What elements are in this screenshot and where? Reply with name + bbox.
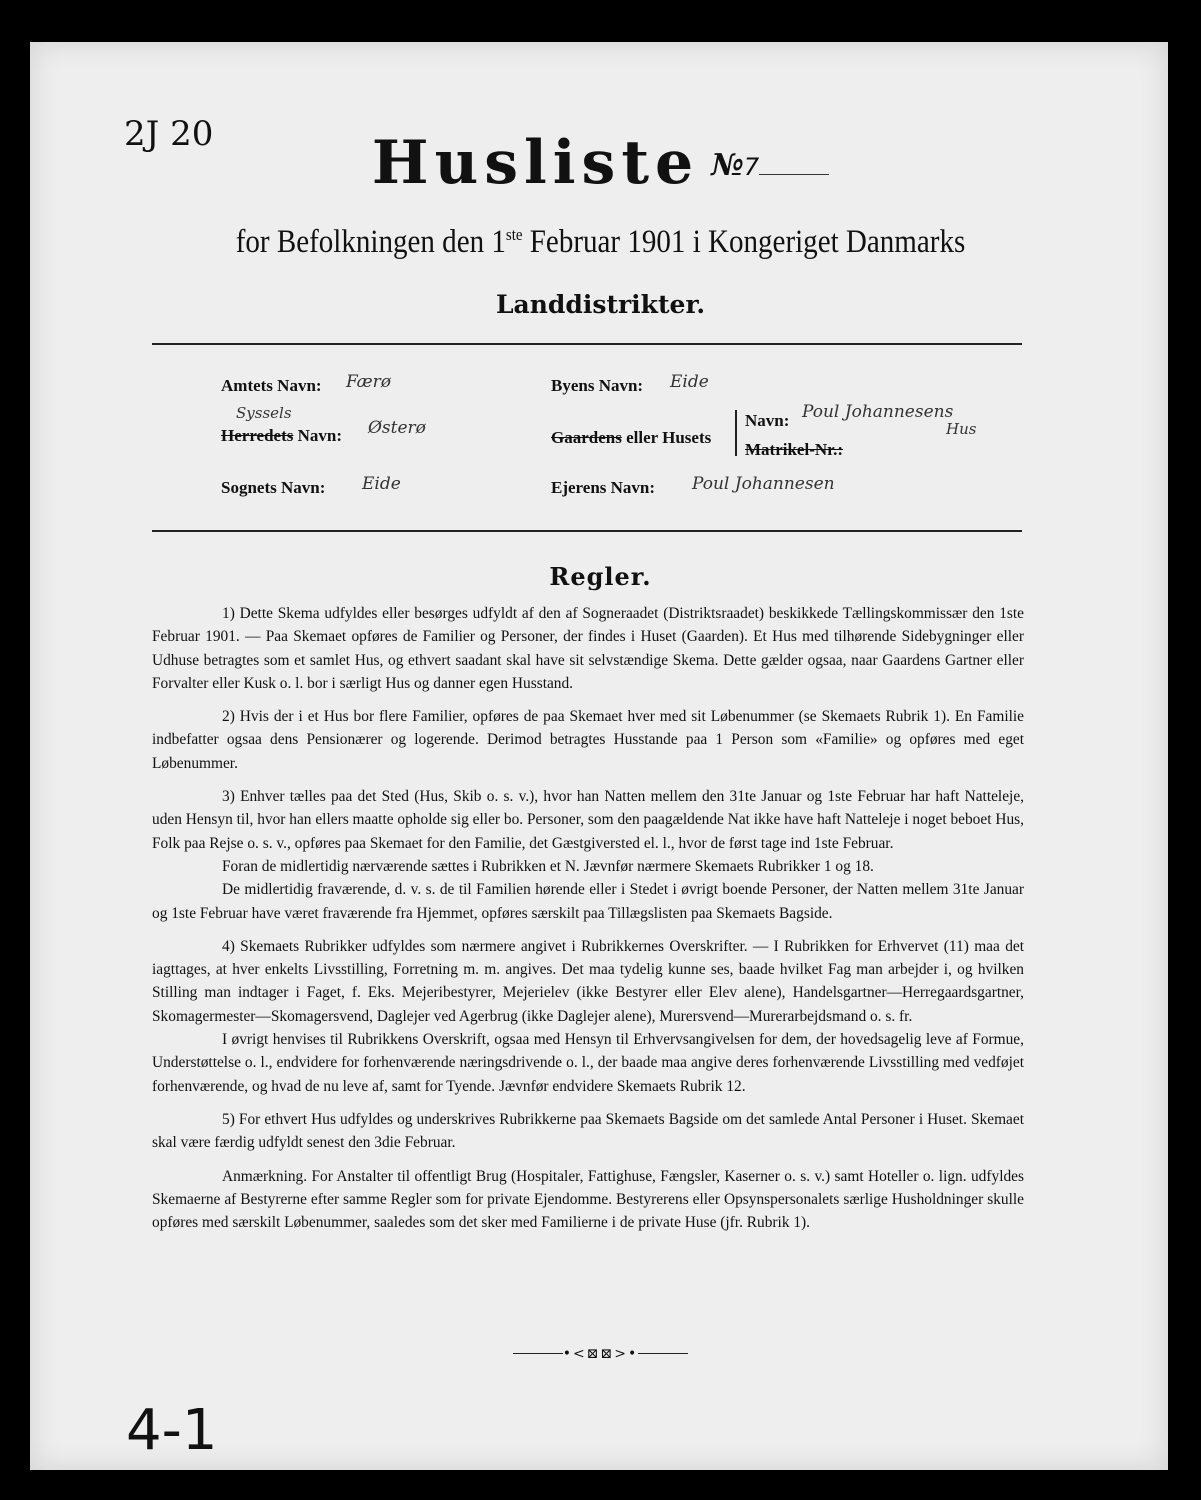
- matrikel-label: [745, 440, 843, 460]
- subtitle-sup: ste: [505, 225, 523, 244]
- herred-label-rest: Navn:: [293, 426, 343, 445]
- field-bracket: [735, 410, 737, 456]
- sogn-label: Sognets Navn:: [221, 478, 326, 497]
- herred-correction: Syssels: [236, 404, 292, 422]
- rule-3: 3) Enhver tælles paa det Sted (Hus, Skib o. s. v.), hvor han Natten mellem den 31te Januar og 1ste Februar har haft Natteleje, uden Hensyn til, hvor han ellers maatte opholde sig eller bo. Personer, som den paagældende Nat ikke have haft Natteleje i noget beboet Hus, Folk paa Rejse o. s. v., opføres paa Skemaet for den Familie, det Gæstgiversted el. l., hvor de først tage ind 1ste Februar.: [152, 788, 1024, 852]
- rule-4-note: I øvrigt henvises til Rubrikkens Overskrift, ogsaa med Hensyn til Erhvervsangivelsen for dem, der hovedsagelig leve af Formue, Understøttelse o. l., endvidere for forhenværende næringsdrivende o. l., der baade maa angive deres forhenværende Livsstilling med vedføjet forhenværende, og hvad de nu leve af, samt for Tyende. Jævnfør endvidere Skemaets Rubrik 12.: [152, 1031, 1024, 1095]
- ornament-glyph: •<⊠⊠>•: [562, 1346, 639, 1362]
- pencil-note: 4-1: [126, 1398, 218, 1463]
- gaard-label-struck: Gaardens: [551, 428, 622, 447]
- navn-value-2: Hus: [946, 420, 977, 438]
- title-text: Husliste: [371, 128, 700, 198]
- by-value[interactable]: Eide: [670, 372, 709, 392]
- by-label: Byens Navn:: [551, 376, 644, 395]
- rule-2: 2) Hvis der i et Hus bor flere Familier, opføres de paa Skemaet hver med sit Løbenummer (se Skemaets Rubrik 1). En Familie indbefatter ogsaa dens Pensionærer og logerende. Derimod betragtes Husstande paa 1 Person som «Familie» og opføres med eget Løbenummer.: [152, 708, 1024, 772]
- form-number: [711, 148, 829, 183]
- remark: Anmærkning. For Anstalter til offentligt Brug (Hospitaler, Fattighuse, Fængsler, Kaserner o. s. v.) samt Hoteller o. lign. udfyldes Skemaerne af Bestyrerne efter samme Regler som for private Ejendomme. Bestyrerens eller Opsynspersonalets særlige Husholdninger skulle opføres med særskilt Løbenummer, saaledes som det sker med Familierne i de private Huse (jfr. Rubrik 1).: [152, 1167, 1024, 1232]
- middle-divider: [152, 530, 1022, 532]
- ornament-divider: [0, 1346, 1201, 1362]
- number-line: [759, 174, 829, 175]
- number-label: №: [711, 148, 744, 183]
- ejer-value[interactable]: Poul Johannesen: [692, 474, 835, 494]
- herred-label-struck: Herredets: [221, 426, 294, 445]
- amt-value[interactable]: Færø: [346, 372, 391, 392]
- archive-stamp: 2J 20: [124, 114, 214, 154]
- ornament-line-right: [638, 1353, 688, 1354]
- subtitle-pre: for Befolkningen den 1: [235, 224, 506, 260]
- ornament-line-left: [513, 1353, 563, 1354]
- subtitle-post: Februar 1901 i Kongeriget Danmarks: [522, 224, 966, 260]
- district-heading: Landdistrikter.: [495, 290, 706, 319]
- form-title: [0, 128, 1201, 198]
- rules-heading: Regler.: [549, 562, 652, 591]
- gaard-label-rest: eller Husets: [621, 428, 712, 447]
- rule-1: 1) Dette Skema udfyldes eller besørges udfyldt af den af Sogneraadet (Distriktsraadet) beskikkede Tællingskommissær den 1ste Februar 1901. — Paa Skemaet opføres de Familier og Personer, der findes i Huset (Gaarden). Et Hus med tilhørende Sidebygninger eller Udhuse betragtes som et samlet Hus, og ethvert saadant skal have sit selvstændige Skema. Dette gælder ogsaa, naar Gaardens Gartner eller Forvalter eller Kusk o. l. bor i særligt Hus og danner egen Husstand.: [152, 605, 1024, 692]
- matrikel-label-text: Matrikel-Nr.:: [745, 440, 844, 459]
- amt-label: Amtets Navn:: [221, 376, 322, 395]
- form-subtitle: [72, 224, 1129, 261]
- sogn-value[interactable]: Eide: [362, 474, 401, 494]
- rule-3-note-1: Foran de midlertidig nærværende sættes i Rubrikken et N. Jævnfør nærmere Skemaets Rubrikker 1 og 18.: [222, 857, 874, 875]
- navn-value[interactable]: Poul Johannesens: [802, 402, 954, 422]
- ejer-label: Ejerens Navn:: [551, 478, 656, 497]
- rules-text: [152, 602, 1024, 1244]
- herred-label: [221, 426, 342, 446]
- rule-4: 4) Skemaets Rubrikker udfyldes som nærmere angivet i Rubrikkernes Overskrifter. — I Rubrikken for Erhvervet (11) maa det iagttages, at hver enkelts Livsstilling, Forretning m. m. angives. Det maa tydelig kunne ses, baade hvilket Fag man arbejder i, og hvilken Stilling man indtager i Faget, f. Eks. Mejeribestyrer, Mejerielev (ikke Bestyrer eller Elev alene), Handelsgartner—Herregaardsgartner, Skomagermester—Skomagersvend, Daglejer ved Agerbrug (ikke Daglejer alene), Murersvend—Murerarbejdsmand o. s. fr.: [152, 937, 1024, 1025]
- number-value: 7: [743, 153, 760, 181]
- rule-3-note-2: De midlertidig fraværende, d. v. s. de til Familien hørende eller i Stedet i øvrigt boende Personer, der Natten mellem 31te Januar og 1ste Februar have været fraværende fra Hjemmet, opføres særskilt paa Tillægslisten paa Skemaets Bagside.: [152, 881, 1024, 922]
- herred-value[interactable]: Østerø: [368, 418, 426, 438]
- navn-label: Navn:: [745, 411, 790, 430]
- top-divider: [152, 343, 1022, 345]
- gaard-label: [551, 428, 711, 448]
- rule-5: 5) For ethvert Hus udfyldes og underskrives Rubrikkerne paa Skemaets Bagside om det samlede Antal Personer i Huset. Skemaet skal være færdig udfyldt senest den 3die Februar.: [152, 1110, 1024, 1152]
